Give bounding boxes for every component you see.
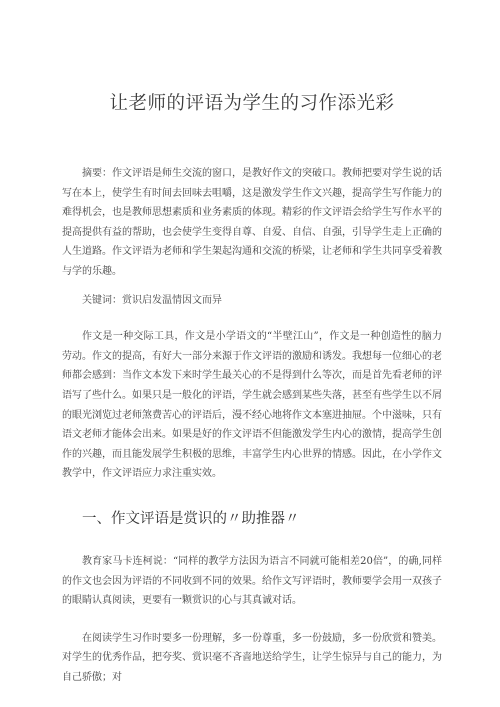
keywords-line: 关键词：赏识启发温情因文而异	[82, 294, 222, 306]
section-1-paragraph-1: 教育家马卡连柯说：“同样的教学方法因为语言不同就可能相差20倍”，的确,同样的作文也会因为评语的不同收到不同的效果。给作文写评语时，教师要学会用一双孩子的眼睛认真阅读，更要有一颗赏识的心与其真诚对话。	[62, 555, 442, 607]
intro-paragraph: 作文是一种交际工具，作文是小学语文的“半壁江山”，作文是一种创造性的脑力劳动。作文的提高，有好大一部分来源于作文评语的激励和诱发。我想每一位细心的老师都会感到：当作文本发下来时学生最关心的不是得到什么等次，而是首先看老师的评语写了些什么。如果只是一般化的评语，学生就会感到某些失落，甚至有些学生以不屑的眼光浏览过老师煞费苦心的评语后，漫不经心地将作文本塞进抽屉。个中滋味，只有语文老师才能体会出来。如果是好的作文评语不但能激发学生内心的激情，提高学生创作的兴趣，而且能发展学生积极的思维，丰富学生内心世界的情感。因此，在小学作文教学中，作文评语应力求注重实效。	[62, 331, 442, 480]
section-1-paragraph-2: 在阅读学生习作时要多一份理解，多一份尊重，多一份鼓励，多一份欣赏和赞美。对学生的优秀作品，把夸奖、赏识毫不吝啬地送给学生，让学生惊异与自己的能力，为自己骄傲；对	[62, 632, 442, 683]
section-1-heading: 一、作文评语是赏识的〃助推器〃	[82, 510, 300, 527]
document-title: 让老师的评语为学生的习作添光彩	[109, 93, 395, 114]
abstract-paragraph: 摘要：作文评语是师生交流的窗口，是教好作文的突破口。教师把要对学生说的话写在本上，使学生有时间去回味去咀嚼，这是激发学生作文兴趣，提高学生写作能力的难得机会，也是教师思想素质和业务素质的体现。精彩的作文评语会给学生写作水平的提高提供有益的帮助，也会使学生变得自尊、自爱、自信、自强，引导学生走上正确的人生道路。作文评语为老师和学生架起沟通和交流的桥梁，让老师和学生共同享受着教与学的乐趣。	[62, 168, 442, 277]
